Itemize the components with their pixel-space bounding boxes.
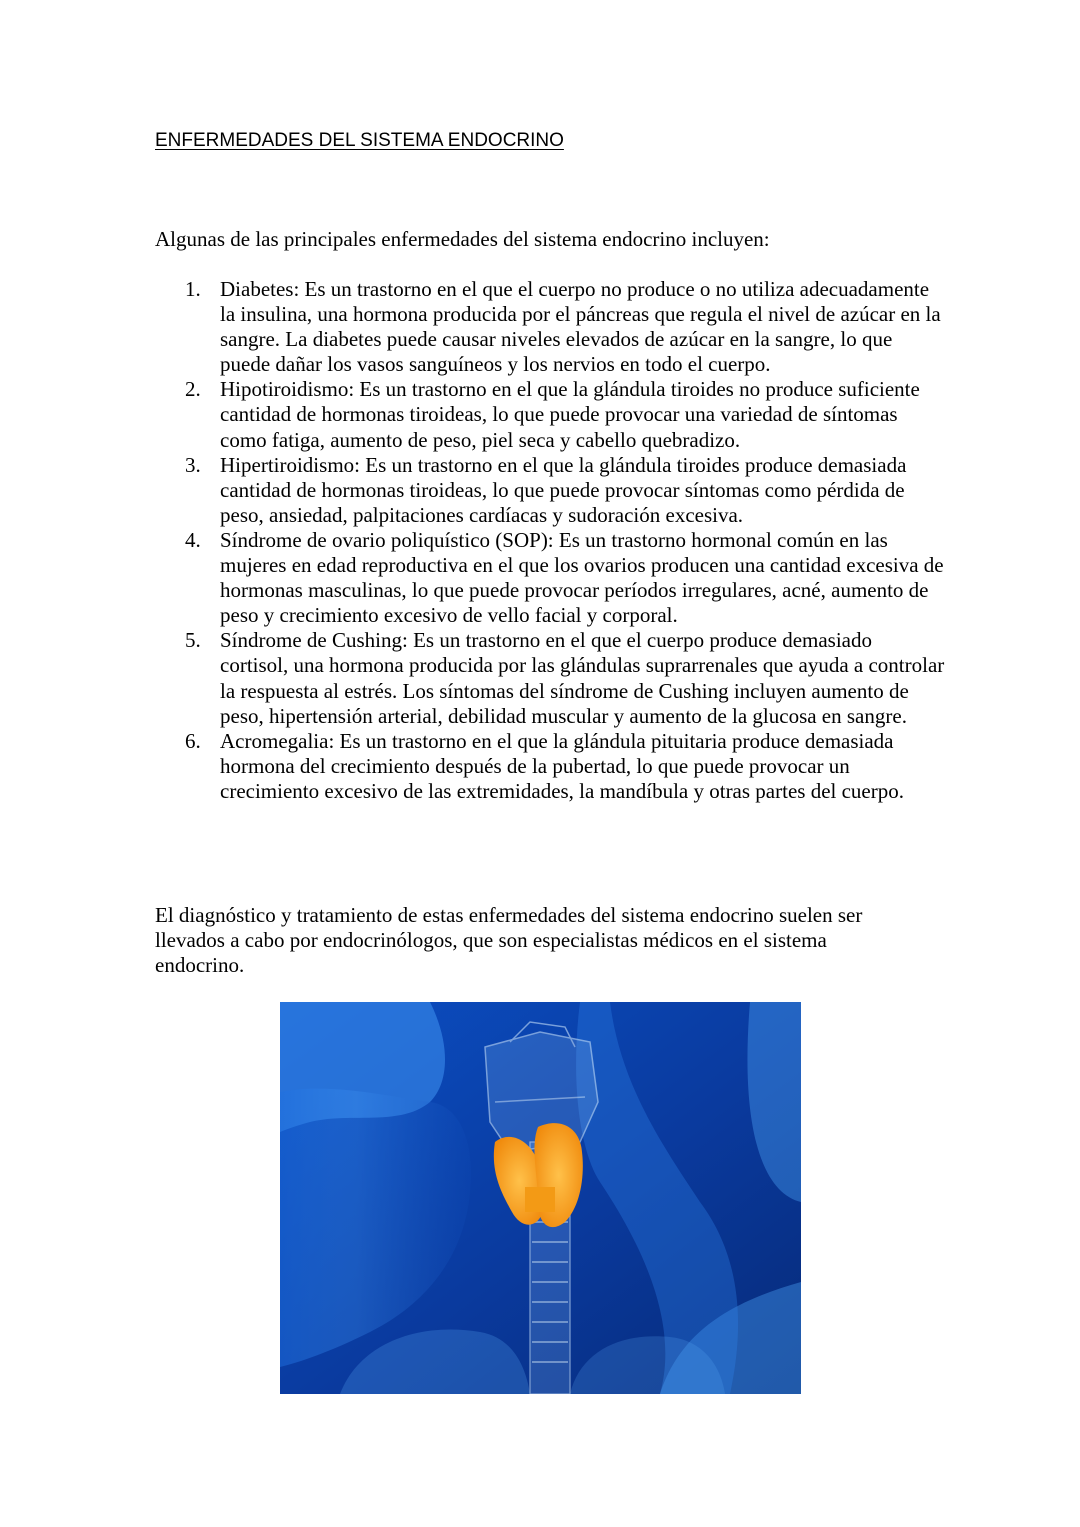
list-item-number: 2.	[185, 377, 201, 402]
list-item-number: 4.	[185, 527, 201, 552]
list-item-acromegalia	[155, 729, 945, 804]
list-item-number: 3.	[185, 452, 201, 477]
thyroid-illustration	[280, 1002, 801, 1394]
list-item-text: Acromegalia: Es un trastorno en el que la glándula pituitaria produce demasiada hormona del crecimiento después de la pubertad, lo que puede provocar un crecimiento excesivo de las extremidades, la mandíbula y otras partes del cuerpo.	[220, 728, 904, 803]
list-item-hipotiroidismo	[155, 377, 945, 452]
list-item-text: Síndrome de Cushing: Es un trastorno en el que el cuerpo produce demasiado cortisol, una hormona producida por las glándulas suprarrenales que ayuda a controlar la respuesta al estrés. Los síntomas del síndrome de Cushing incluyen aumento de peso, hipertensión arterial, debilidad muscular y aumento de la glucosa en sangre.	[220, 628, 945, 728]
list-item-sop	[155, 528, 945, 628]
closing-paragraph: El diagnóstico y tratamiento de estas enfermedades del sistema endocrino suelen ser llevados a cabo por endocrinólogos, que son especialistas médicos en el sistema endocrino.	[155, 903, 863, 978]
disease-list	[155, 277, 945, 804]
list-item-text: Diabetes: Es un trastorno en el que el cuerpo no produce o no utiliza adecuadamente la insulina, una hormona producida por el páncreas que regula el nivel de azúcar en la sangre. La diabetes puede causar niveles elevados de azúcar en la sangre, lo que puede dañar los vasos sanguíneos y los nervios en todo el cuerpo.	[220, 277, 941, 377]
list-item-number: 1.	[185, 277, 201, 301]
list-item-text: Hipertiroidismo: Es un trastorno en el que la glándula tiroides produce demasiada cantidad de hormonas tiroideas, lo que puede provocar síntomas como pérdida de peso, ansiedad, palpitaciones cardíacas y sudoración excesiva.	[220, 452, 907, 527]
list-item-diabetes	[155, 277, 945, 377]
list-item-number: 6.	[185, 728, 201, 753]
list-item-cushing	[155, 628, 945, 728]
page-title: ENFERMEDADES DEL SISTEMA ENDOCRINO	[155, 130, 564, 151]
list-item-text: Hipotiroidismo: Es un trastorno en el que la glándula tiroides no produce suficiente cantidad de hormonas tiroideas, lo que puede provocar una variedad de síntomas como fatiga, aumento de peso, piel seca y cabello quebradizo.	[220, 377, 920, 452]
list-item-text: Síndrome de ovario poliquístico (SOP): Es un trastorno hormonal común en las mujeres en edad reproductiva en el que los ovarios producen una cantidad excesiva de hormonas masculinas, lo que puede provocar períodos irregulares, acné, aumento de peso y crecimiento excesivo de vello facial y corporal.	[220, 527, 944, 628]
intro-paragraph: Algunas de las principales enfermedades del sistema endocrino incluyen:	[155, 227, 770, 251]
list-item-hipertiroidismo	[155, 453, 945, 528]
list-item-number: 5.	[185, 628, 201, 653]
